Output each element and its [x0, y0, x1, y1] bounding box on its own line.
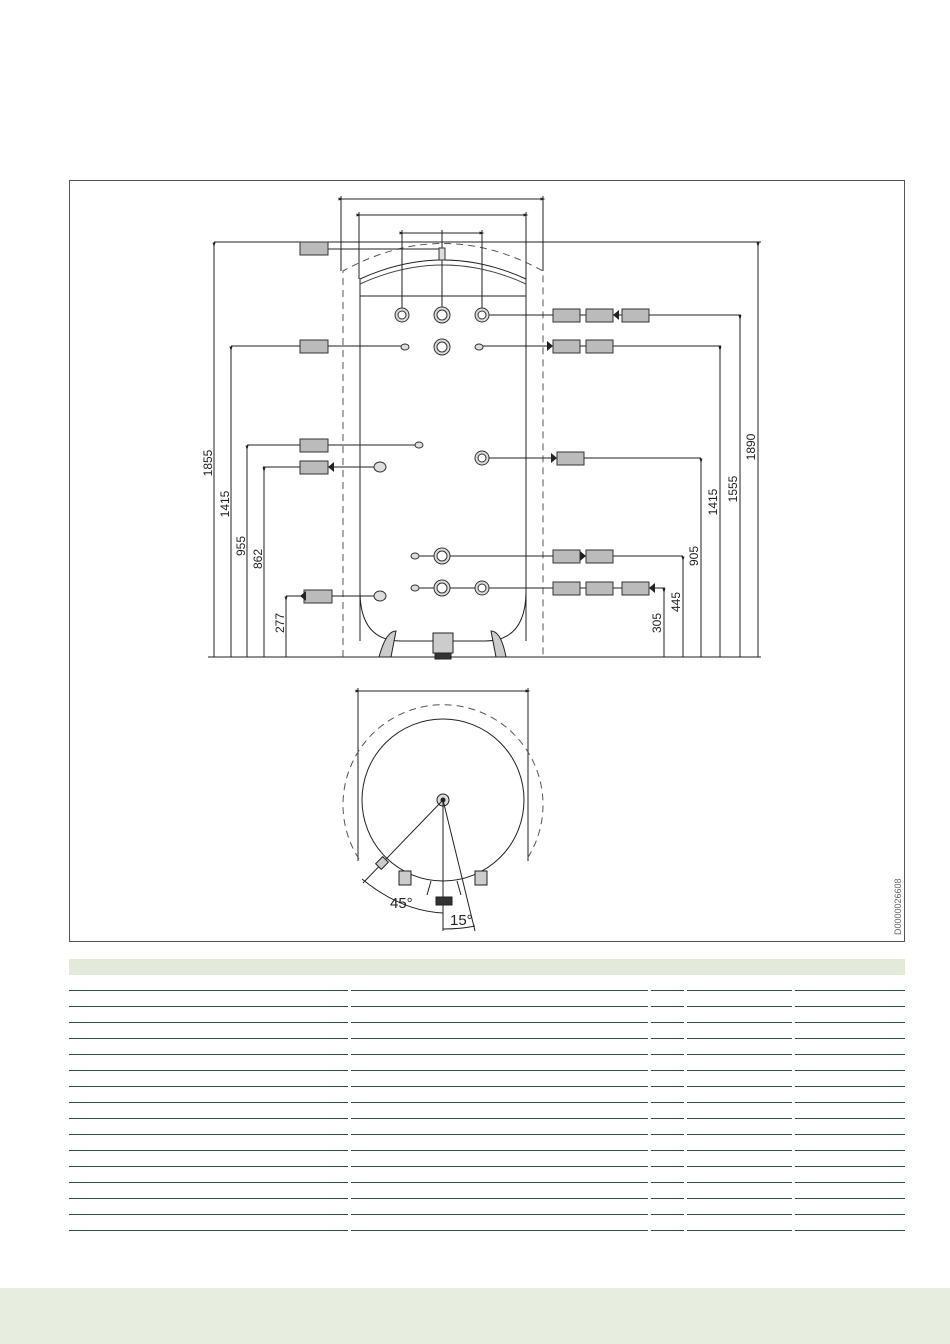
connection-tag: [622, 582, 649, 595]
table-cell: [795, 1071, 905, 1087]
table-cell: [795, 1135, 905, 1151]
dimension-label: 1855: [201, 449, 215, 477]
table-cell: [69, 1071, 348, 1087]
table-cell: [687, 1007, 792, 1023]
table-cell: [795, 1007, 905, 1023]
dimension-label: 445: [669, 591, 683, 613]
table-cell: [351, 1007, 648, 1023]
table-header-row: [69, 959, 905, 975]
table-cell: [351, 1215, 648, 1231]
table-row: [69, 1023, 905, 1039]
connection-tag: [300, 340, 328, 353]
table-row: [69, 1119, 905, 1135]
table-cell: [69, 991, 348, 1007]
table-cell: [69, 1119, 348, 1135]
table-cell: [651, 1215, 684, 1231]
dimension-label: 1415: [706, 488, 720, 516]
connection-tag: [553, 550, 580, 563]
table-cell: [351, 1103, 648, 1119]
table-cell: [795, 991, 905, 1007]
dimension-label: 1555: [726, 475, 740, 503]
table-row: [69, 1199, 905, 1215]
table-cell: [687, 1039, 792, 1055]
table-cell: [69, 1103, 348, 1119]
table-cell: [651, 1039, 684, 1055]
table-row: [69, 991, 905, 1007]
table-cell: [795, 1087, 905, 1103]
table-cell: [687, 1103, 792, 1119]
table-cell: [651, 1087, 684, 1103]
table-cell: [351, 959, 648, 975]
table-cell: [795, 1039, 905, 1055]
table-cell: [795, 1199, 905, 1215]
table-cell: [69, 1087, 348, 1103]
bottom-drain: [433, 633, 453, 653]
table-cell: [651, 1167, 684, 1183]
table-cell: [651, 1023, 684, 1039]
table-cell: [69, 1023, 348, 1039]
table-row: [69, 1071, 905, 1087]
tank-foot: [379, 631, 396, 657]
connection-tag: [300, 242, 328, 255]
connection-tag: [553, 582, 580, 595]
table-cell: [687, 1183, 792, 1199]
table-cell: [795, 1167, 905, 1183]
table-cell: [687, 1167, 792, 1183]
dimension-label: 277: [273, 612, 287, 634]
table-cell: [351, 1039, 648, 1055]
table-cell: [651, 1199, 684, 1215]
table-cell: [687, 1135, 792, 1151]
dimension-label: 862: [251, 548, 265, 570]
table-row: [69, 1183, 905, 1199]
table-cell: [351, 1055, 648, 1071]
table-cell: [795, 1151, 905, 1167]
table-cell: [69, 1007, 348, 1023]
table-cell: [69, 1199, 348, 1215]
table-cell: [69, 1151, 348, 1167]
table-cell: [651, 1135, 684, 1151]
dimension-label: 1415: [218, 490, 232, 518]
drawing-id: D0000026608: [893, 878, 903, 935]
table-cell: [351, 975, 648, 991]
table-cell: [651, 1119, 684, 1135]
connection-tag: [300, 461, 328, 474]
angle-label: 15°: [450, 912, 473, 929]
table-cell: [351, 1135, 648, 1151]
table-cell: [69, 959, 348, 975]
table-cell: [795, 975, 905, 991]
table-cell: [687, 991, 792, 1007]
table-cell: [651, 975, 684, 991]
table-cell: [651, 1055, 684, 1071]
table-cell: [687, 1071, 792, 1087]
connection-tag: [557, 452, 584, 465]
technical-drawing: [70, 181, 906, 943]
table-cell: [651, 1007, 684, 1023]
table-row: [69, 1055, 905, 1071]
connection-tag: [300, 439, 328, 452]
table-cell: [351, 1167, 648, 1183]
table-row: [69, 975, 905, 991]
table-cell: [687, 1199, 792, 1215]
angle-label: 45°: [390, 895, 413, 912]
table-cell: [351, 1119, 648, 1135]
connection-tag: [553, 309, 580, 322]
table-cell: [69, 1055, 348, 1071]
table-cell: [351, 1199, 648, 1215]
table-cell: [651, 1071, 684, 1087]
table-cell: [69, 1167, 348, 1183]
table-cell: [351, 1071, 648, 1087]
table-cell: [687, 1023, 792, 1039]
table-cell: [687, 1151, 792, 1167]
table-cell: [69, 1135, 348, 1151]
dimension-label: 1890: [744, 433, 758, 461]
table-cell: [69, 1215, 348, 1231]
table-row: [69, 1039, 905, 1055]
table-cell: [795, 1119, 905, 1135]
table-row: [69, 1215, 905, 1231]
technical-drawing-frame: [69, 180, 905, 942]
table-cell: [651, 1103, 684, 1119]
table-cell: [351, 1087, 648, 1103]
table-row: [69, 1135, 905, 1151]
table-cell: [351, 1151, 648, 1167]
spec-table: [69, 959, 905, 1231]
table-cell: [651, 1151, 684, 1167]
connection-tag: [553, 340, 580, 353]
connection-tag: [304, 590, 332, 603]
table-cell: [351, 1183, 648, 1199]
table-cell: [795, 1055, 905, 1071]
table-cell: [795, 1103, 905, 1119]
table-cell: [687, 1087, 792, 1103]
table-cell: [69, 1039, 348, 1055]
tank-foot: [491, 631, 506, 657]
table-cell: [351, 991, 648, 1007]
connection-tag: [586, 582, 613, 595]
dimension-label: 305: [650, 612, 664, 634]
table-cell: [795, 1215, 905, 1231]
table-cell: [651, 1183, 684, 1199]
table-cell: [351, 1023, 648, 1039]
table-row: [69, 1151, 905, 1167]
connection-tag: [586, 309, 613, 322]
table-row: [69, 1087, 905, 1103]
table-row: [69, 1167, 905, 1183]
dimension-label: 955: [234, 535, 248, 557]
table-cell: [687, 959, 792, 975]
table-cell: [651, 959, 684, 975]
connection-tag: [586, 550, 613, 563]
table-cell: [651, 991, 684, 1007]
table-cell: [687, 1055, 792, 1071]
connection-tag: [622, 309, 649, 322]
table-cell: [795, 1023, 905, 1039]
table-cell: [687, 975, 792, 991]
table-row: [69, 1103, 905, 1119]
table-row: [69, 1007, 905, 1023]
table-cell: [795, 1183, 905, 1199]
footer-band: [0, 1288, 950, 1344]
table-cell: [69, 975, 348, 991]
table-cell: [687, 1119, 792, 1135]
table-cell: [687, 1215, 792, 1231]
table-cell: [795, 959, 905, 975]
table-cell: [69, 1183, 348, 1199]
dimension-label: 905: [687, 545, 701, 567]
connection-tag: [586, 340, 613, 353]
